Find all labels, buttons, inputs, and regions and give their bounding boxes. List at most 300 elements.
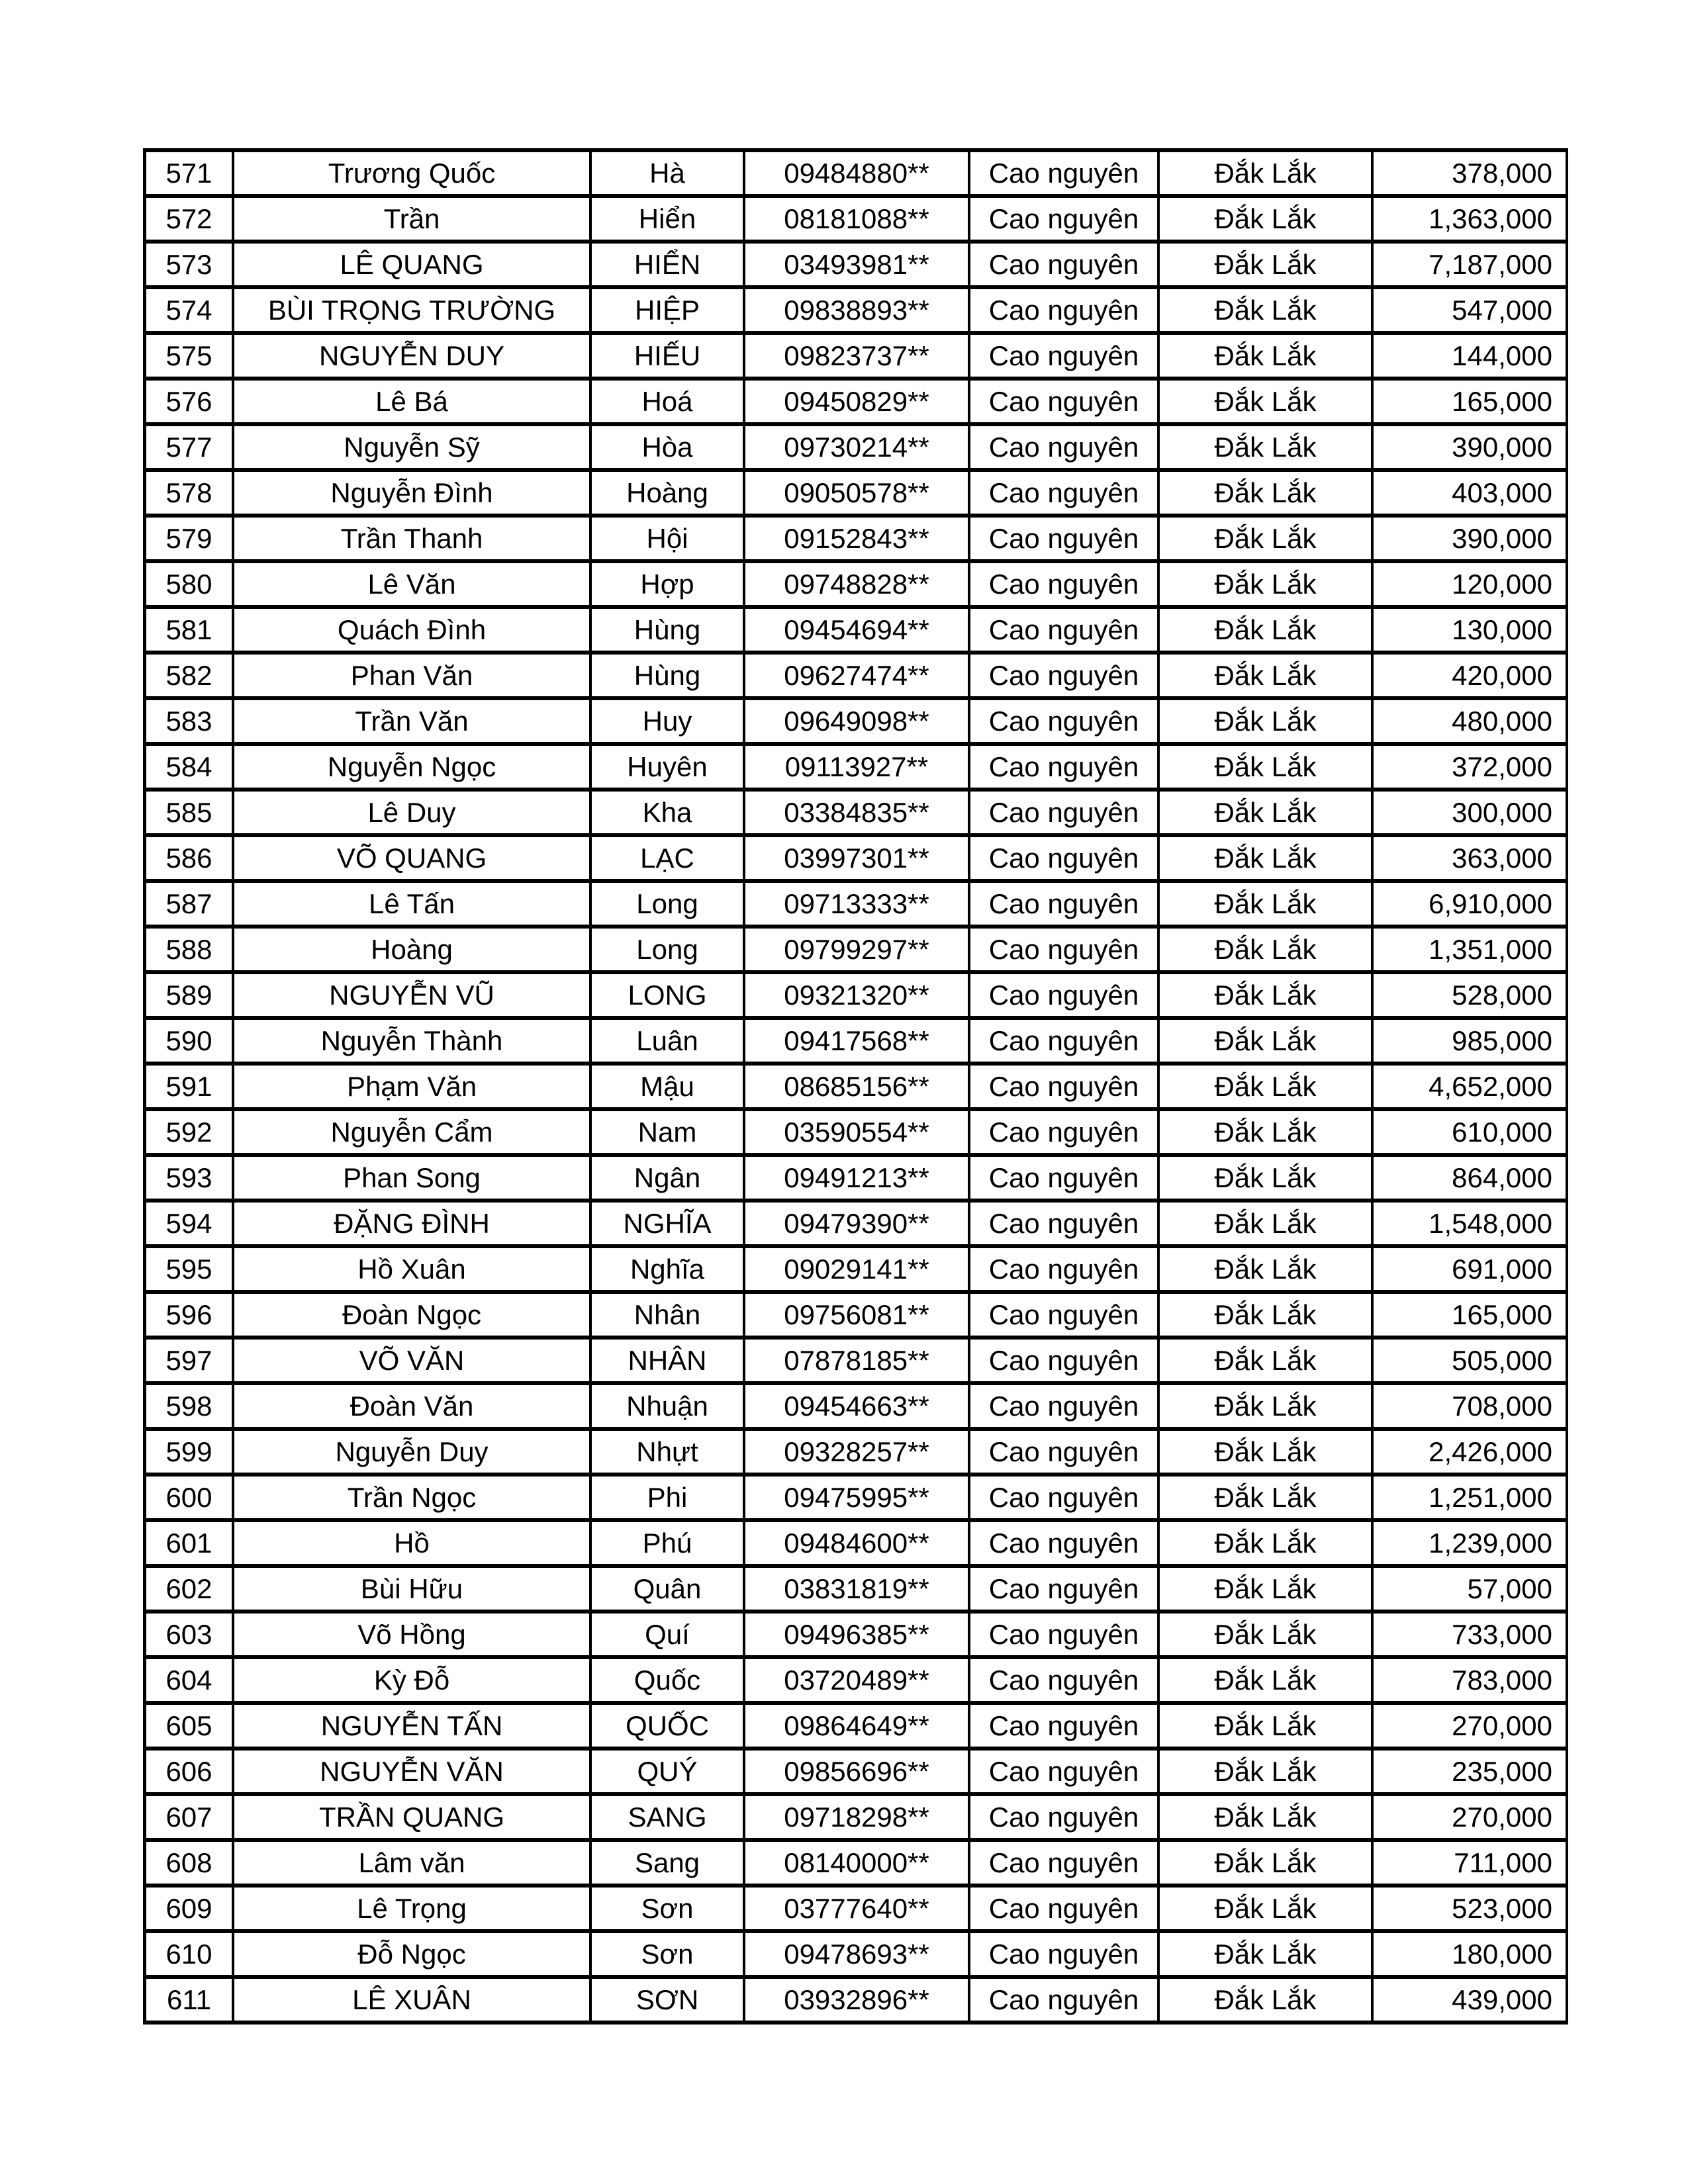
row-index-cell: 571 [146,152,234,198]
table-row [146,1111,1568,1157]
phone-masked-cell: 09856696** [745,1751,970,1796]
last-name-cell: Hội [592,518,745,563]
last-name-cell: QUỐC [592,1705,745,1751]
province-cell: Đắk Lắk [1160,1751,1374,1796]
row-index-cell: 582 [146,655,234,700]
phone-masked-cell: 09479390** [745,1203,970,1248]
table-row [146,1705,1568,1751]
first-middle-name-cell: Lê Tấn [234,883,592,929]
row-index-cell: 575 [146,335,234,381]
first-middle-name-cell: VÕ VĂN [234,1340,592,1385]
region-cell: Cao nguyên [970,837,1160,883]
last-name-cell: HIỂN [592,244,745,289]
last-name-cell: LONG [592,974,745,1020]
province-cell: Đắk Lắk [1160,518,1374,563]
first-middle-name-cell: Trần Ngọc [234,1477,592,1522]
region-cell: Cao nguyên [970,1203,1160,1248]
payout-table [143,148,1568,2025]
province-cell: Đắk Lắk [1160,792,1374,837]
province-cell: Đắk Lắk [1160,974,1374,1020]
first-middle-name-cell: NGUYỄN TẤN [234,1705,592,1751]
amount-cell: 528,000 [1374,974,1568,1020]
table-row [146,1066,1568,1111]
row-index-cell: 605 [146,1705,234,1751]
table-row [146,1751,1568,1796]
first-middle-name-cell: NGUYỄN VŨ [234,974,592,1020]
province-cell: Đắk Lắk [1160,381,1374,426]
table-row [146,1842,1568,1888]
first-middle-name-cell: Nguyễn Sỹ [234,426,592,472]
first-middle-name-cell: TRẦN QUANG [234,1796,592,1842]
region-cell: Cao nguyên [970,1020,1160,1066]
amount-cell: 57,000 [1374,1568,1568,1614]
province-cell: Đắk Lắk [1160,1979,1374,2025]
amount-cell: 363,000 [1374,837,1568,883]
phone-masked-cell: 03777640** [745,1888,970,1933]
phone-masked-cell: 03720489** [745,1659,970,1705]
phone-masked-cell: 08181088** [745,198,970,244]
phone-masked-cell: 07878185** [745,1340,970,1385]
first-middle-name-cell: Phan Văn [234,655,592,700]
region-cell: Cao nguyên [970,335,1160,381]
last-name-cell: Long [592,883,745,929]
region-cell: Cao nguyên [970,1340,1160,1385]
row-index-cell: 603 [146,1614,234,1659]
phone-masked-cell: 09484600** [745,1522,970,1568]
region-cell: Cao nguyên [970,1614,1160,1659]
table-body [146,152,1568,2025]
row-index-cell: 593 [146,1157,234,1203]
phone-masked-cell: 09496385** [745,1614,970,1659]
province-cell: Đắk Lắk [1160,426,1374,472]
table-row [146,1888,1568,1933]
phone-masked-cell: 09484880** [745,152,970,198]
row-index-cell: 598 [146,1385,234,1431]
last-name-cell: Quí [592,1614,745,1659]
phone-masked-cell: 03997301** [745,837,970,883]
phone-masked-cell: 09649098** [745,700,970,746]
first-middle-name-cell: Kỳ Đỗ [234,1659,592,1705]
province-cell: Đắk Lắk [1160,289,1374,335]
last-name-cell: Quân [592,1568,745,1614]
row-index-cell: 594 [146,1203,234,1248]
last-name-cell: Nhuận [592,1385,745,1431]
table-row [146,1614,1568,1659]
last-name-cell: Hùng [592,609,745,655]
last-name-cell: SƠN [592,1979,745,2025]
table-row [146,792,1568,837]
last-name-cell: Hà [592,152,745,198]
phone-masked-cell: 09627474** [745,655,970,700]
last-name-cell: Hợp [592,563,745,609]
province-cell: Đắk Lắk [1160,700,1374,746]
row-index-cell: 585 [146,792,234,837]
table-row [146,1385,1568,1431]
region-cell: Cao nguyên [970,563,1160,609]
table-row [146,1020,1568,1066]
table-row [146,974,1568,1020]
first-middle-name-cell: Nguyễn Duy [234,1431,592,1477]
province-cell: Đắk Lắk [1160,883,1374,929]
region-cell: Cao nguyên [970,198,1160,244]
province-cell: Đắk Lắk [1160,1020,1374,1066]
last-name-cell: Luân [592,1020,745,1066]
first-middle-name-cell: Lê Bá [234,381,592,426]
last-name-cell: Huy [592,700,745,746]
amount-cell: 372,000 [1374,746,1568,792]
province-cell: Đắk Lắk [1160,837,1374,883]
amount-cell: 144,000 [1374,335,1568,381]
province-cell: Đắk Lắk [1160,1614,1374,1659]
last-name-cell: Nhân [592,1294,745,1340]
phone-masked-cell: 09450829** [745,381,970,426]
last-name-cell: Phú [592,1522,745,1568]
region-cell: Cao nguyên [970,1294,1160,1340]
amount-cell: 420,000 [1374,655,1568,700]
table-row [146,1659,1568,1705]
amount-cell: 733,000 [1374,1614,1568,1659]
region-cell: Cao nguyên [970,609,1160,655]
province-cell: Đắk Lắk [1160,1431,1374,1477]
amount-cell: 708,000 [1374,1385,1568,1431]
row-index-cell: 606 [146,1751,234,1796]
amount-cell: 130,000 [1374,609,1568,655]
row-index-cell: 578 [146,472,234,518]
amount-cell: 1,251,000 [1374,1477,1568,1522]
phone-masked-cell: 09864649** [745,1705,970,1751]
phone-masked-cell: 09152843** [745,518,970,563]
region-cell: Cao nguyên [970,1477,1160,1522]
phone-masked-cell: 09748828** [745,563,970,609]
first-middle-name-cell: Bùi Hữu [234,1568,592,1614]
last-name-cell: Hòa [592,426,745,472]
last-name-cell: Mậu [592,1066,745,1111]
amount-cell: 165,000 [1374,381,1568,426]
region-cell: Cao nguyên [970,655,1160,700]
last-name-cell: Quốc [592,1659,745,1705]
province-cell: Đắk Lắk [1160,746,1374,792]
region-cell: Cao nguyên [970,1842,1160,1888]
table-row [146,1477,1568,1522]
table-row [146,426,1568,472]
first-middle-name-cell: Phạm Văn [234,1066,592,1111]
row-index-cell: 588 [146,929,234,974]
first-middle-name-cell: Trần Thanh [234,518,592,563]
last-name-cell: Ngân [592,1157,745,1203]
province-cell: Đắk Lắk [1160,1157,1374,1203]
last-name-cell: HIẾU [592,335,745,381]
first-middle-name-cell: NGUYỄN VĂN [234,1751,592,1796]
amount-cell: 691,000 [1374,1248,1568,1294]
province-cell: Đắk Lắk [1160,609,1374,655]
province-cell: Đắk Lắk [1160,472,1374,518]
province-cell: Đắk Lắk [1160,1203,1374,1248]
amount-cell: 1,363,000 [1374,198,1568,244]
region-cell: Cao nguyên [970,289,1160,335]
region-cell: Cao nguyên [970,700,1160,746]
first-middle-name-cell: Quách Đình [234,609,592,655]
row-index-cell: 581 [146,609,234,655]
row-index-cell: 586 [146,837,234,883]
region-cell: Cao nguyên [970,1248,1160,1294]
province-cell: Đắk Lắk [1160,198,1374,244]
first-middle-name-cell: Võ Hồng [234,1614,592,1659]
table-row [146,1203,1568,1248]
phone-masked-cell: 09756081** [745,1294,970,1340]
table-row [146,883,1568,929]
region-cell: Cao nguyên [970,974,1160,1020]
row-index-cell: 587 [146,883,234,929]
first-middle-name-cell: Đoàn Ngọc [234,1294,592,1340]
table-row [146,1979,1568,2025]
row-index-cell: 589 [146,974,234,1020]
last-name-cell: LẠC [592,837,745,883]
region-cell: Cao nguyên [970,518,1160,563]
amount-cell: 270,000 [1374,1705,1568,1751]
region-cell: Cao nguyên [970,883,1160,929]
table-row [146,1294,1568,1340]
table-row [146,335,1568,381]
last-name-cell: Sơn [592,1933,745,1979]
first-middle-name-cell: Lê Văn [234,563,592,609]
region-cell: Cao nguyên [970,1568,1160,1614]
region-cell: Cao nguyên [970,1111,1160,1157]
row-index-cell: 600 [146,1477,234,1522]
table-row [146,746,1568,792]
province-cell: Đắk Lắk [1160,1477,1374,1522]
province-cell: Đắk Lắk [1160,335,1374,381]
phone-masked-cell: 09328257** [745,1431,970,1477]
region-cell: Cao nguyên [970,1431,1160,1477]
table-row [146,929,1568,974]
amount-cell: 480,000 [1374,700,1568,746]
region-cell: Cao nguyên [970,1933,1160,1979]
first-middle-name-cell: LÊ XUÂN [234,1979,592,2025]
region-cell: Cao nguyên [970,381,1160,426]
row-index-cell: 591 [146,1066,234,1111]
first-middle-name-cell: Nguyễn Ngọc [234,746,592,792]
region-cell: Cao nguyên [970,1066,1160,1111]
row-index-cell: 599 [146,1431,234,1477]
amount-cell: 300,000 [1374,792,1568,837]
amount-cell: 7,187,000 [1374,244,1568,289]
row-index-cell: 597 [146,1340,234,1385]
phone-masked-cell: 03932896** [745,1979,970,2025]
row-index-cell: 602 [146,1568,234,1614]
row-index-cell: 592 [146,1111,234,1157]
phone-masked-cell: 03493981** [745,244,970,289]
phone-masked-cell: 09454663** [745,1385,970,1431]
table-row [146,1796,1568,1842]
last-name-cell: Nhựt [592,1431,745,1477]
last-name-cell: Huyên [592,746,745,792]
row-index-cell: 590 [146,1020,234,1066]
region-cell: Cao nguyên [970,426,1160,472]
table-row [146,563,1568,609]
first-middle-name-cell: Lâm văn [234,1842,592,1888]
phone-masked-cell: 09713333** [745,883,970,929]
row-index-cell: 572 [146,198,234,244]
row-index-cell: 611 [146,1979,234,2025]
amount-cell: 180,000 [1374,1933,1568,1979]
amount-cell: 378,000 [1374,152,1568,198]
phone-masked-cell: 08140000** [745,1842,970,1888]
last-name-cell: Long [592,929,745,974]
amount-cell: 439,000 [1374,1979,1568,2025]
first-middle-name-cell: ĐẶNG ĐÌNH [234,1203,592,1248]
last-name-cell: Nam [592,1111,745,1157]
table-row [146,655,1568,700]
amount-cell: 783,000 [1374,1659,1568,1705]
region-cell: Cao nguyên [970,1888,1160,1933]
last-name-cell: NHÂN [592,1340,745,1385]
last-name-cell: Sơn [592,1888,745,1933]
row-index-cell: 576 [146,381,234,426]
last-name-cell: Nghĩa [592,1248,745,1294]
region-cell: Cao nguyên [970,152,1160,198]
phone-masked-cell: 09113927** [745,746,970,792]
table-row [146,244,1568,289]
amount-cell: 1,548,000 [1374,1203,1568,1248]
first-middle-name-cell: Đỗ Ngọc [234,1933,592,1979]
first-middle-name-cell: Nguyễn Đình [234,472,592,518]
row-index-cell: 604 [146,1659,234,1705]
table-row [146,837,1568,883]
amount-cell: 4,652,000 [1374,1066,1568,1111]
amount-cell: 390,000 [1374,426,1568,472]
province-cell: Đắk Lắk [1160,244,1374,289]
region-cell: Cao nguyên [970,1522,1160,1568]
row-index-cell: 583 [146,700,234,746]
first-middle-name-cell: Nguyễn Thành [234,1020,592,1066]
amount-cell: 864,000 [1374,1157,1568,1203]
table-row [146,518,1568,563]
table-row [146,472,1568,518]
amount-cell: 1,351,000 [1374,929,1568,974]
phone-masked-cell: 09838893** [745,289,970,335]
province-cell: Đắk Lắk [1160,1248,1374,1294]
row-index-cell: 601 [146,1522,234,1568]
province-cell: Đắk Lắk [1160,1842,1374,1888]
last-name-cell: NGHĨA [592,1203,745,1248]
last-name-cell: Phi [592,1477,745,1522]
region-cell: Cao nguyên [970,1751,1160,1796]
first-middle-name-cell: Hoàng [234,929,592,974]
row-index-cell: 596 [146,1294,234,1340]
row-index-cell: 595 [146,1248,234,1294]
amount-cell: 523,000 [1374,1888,1568,1933]
last-name-cell: Hùng [592,655,745,700]
region-cell: Cao nguyên [970,472,1160,518]
amount-cell: 711,000 [1374,1842,1568,1888]
first-middle-name-cell: NGUYỄN DUY [234,335,592,381]
row-index-cell: 574 [146,289,234,335]
province-cell: Đắk Lắk [1160,1294,1374,1340]
table-row [146,289,1568,335]
province-cell: Đắk Lắk [1160,929,1374,974]
row-index-cell: 580 [146,563,234,609]
phone-masked-cell: 09718298** [745,1796,970,1842]
region-cell: Cao nguyên [970,1157,1160,1203]
amount-cell: 985,000 [1374,1020,1568,1066]
amount-cell: 610,000 [1374,1111,1568,1157]
amount-cell: 547,000 [1374,289,1568,335]
province-cell: Đắk Lắk [1160,563,1374,609]
table-row [146,1157,1568,1203]
last-name-cell: Hiển [592,198,745,244]
first-middle-name-cell: Trần [234,198,592,244]
province-cell: Đắk Lắk [1160,1385,1374,1431]
region-cell: Cao nguyên [970,1659,1160,1705]
province-cell: Đắk Lắk [1160,1111,1374,1157]
amount-cell: 403,000 [1374,472,1568,518]
amount-cell: 505,000 [1374,1340,1568,1385]
province-cell: Đắk Lắk [1160,1933,1374,1979]
phone-masked-cell: 09730214** [745,426,970,472]
phone-masked-cell: 09454694** [745,609,970,655]
first-middle-name-cell: VÕ QUANG [234,837,592,883]
phone-masked-cell: 03590554** [745,1111,970,1157]
table-row [146,1431,1568,1477]
row-index-cell: 577 [146,426,234,472]
row-index-cell: 579 [146,518,234,563]
phone-masked-cell: 09321320** [745,974,970,1020]
row-index-cell: 610 [146,1933,234,1979]
province-cell: Đắk Lắk [1160,655,1374,700]
phone-masked-cell: 03831819** [745,1568,970,1614]
last-name-cell: Sang [592,1842,745,1888]
region-cell: Cao nguyên [970,792,1160,837]
last-name-cell: SANG [592,1796,745,1842]
table-row [146,198,1568,244]
province-cell: Đắk Lắk [1160,1659,1374,1705]
table-row [146,381,1568,426]
amount-cell: 2,426,000 [1374,1431,1568,1477]
last-name-cell: Kha [592,792,745,837]
amount-cell: 120,000 [1374,563,1568,609]
first-middle-name-cell: Trương Quốc [234,152,592,198]
row-index-cell: 609 [146,1888,234,1933]
phone-masked-cell: 09491213** [745,1157,970,1203]
region-cell: Cao nguyên [970,1979,1160,2025]
table-row [146,1933,1568,1979]
first-middle-name-cell: Nguyễn Cẩm [234,1111,592,1157]
province-cell: Đắk Lắk [1160,1066,1374,1111]
region-cell: Cao nguyên [970,1705,1160,1751]
last-name-cell: Hoá [592,381,745,426]
amount-cell: 390,000 [1374,518,1568,563]
table-row [146,700,1568,746]
table-row [146,1522,1568,1568]
region-cell: Cao nguyên [970,244,1160,289]
last-name-cell: Hoàng [592,472,745,518]
table-row [146,152,1568,198]
first-middle-name-cell: BÙI TRỌNG TRƯỜNG [234,289,592,335]
first-middle-name-cell: Trần Văn [234,700,592,746]
phone-masked-cell: 09478693** [745,1933,970,1979]
first-middle-name-cell: Phan Song [234,1157,592,1203]
province-cell: Đắk Lắk [1160,1340,1374,1385]
phone-masked-cell: 08685156** [745,1066,970,1111]
region-cell: Cao nguyên [970,1385,1160,1431]
row-index-cell: 584 [146,746,234,792]
amount-cell: 1,239,000 [1374,1522,1568,1568]
province-cell: Đắk Lắk [1160,1796,1374,1842]
phone-masked-cell: 09823737** [745,335,970,381]
table-row [146,1340,1568,1385]
first-middle-name-cell: Lê Trọng [234,1888,592,1933]
region-cell: Cao nguyên [970,1796,1160,1842]
